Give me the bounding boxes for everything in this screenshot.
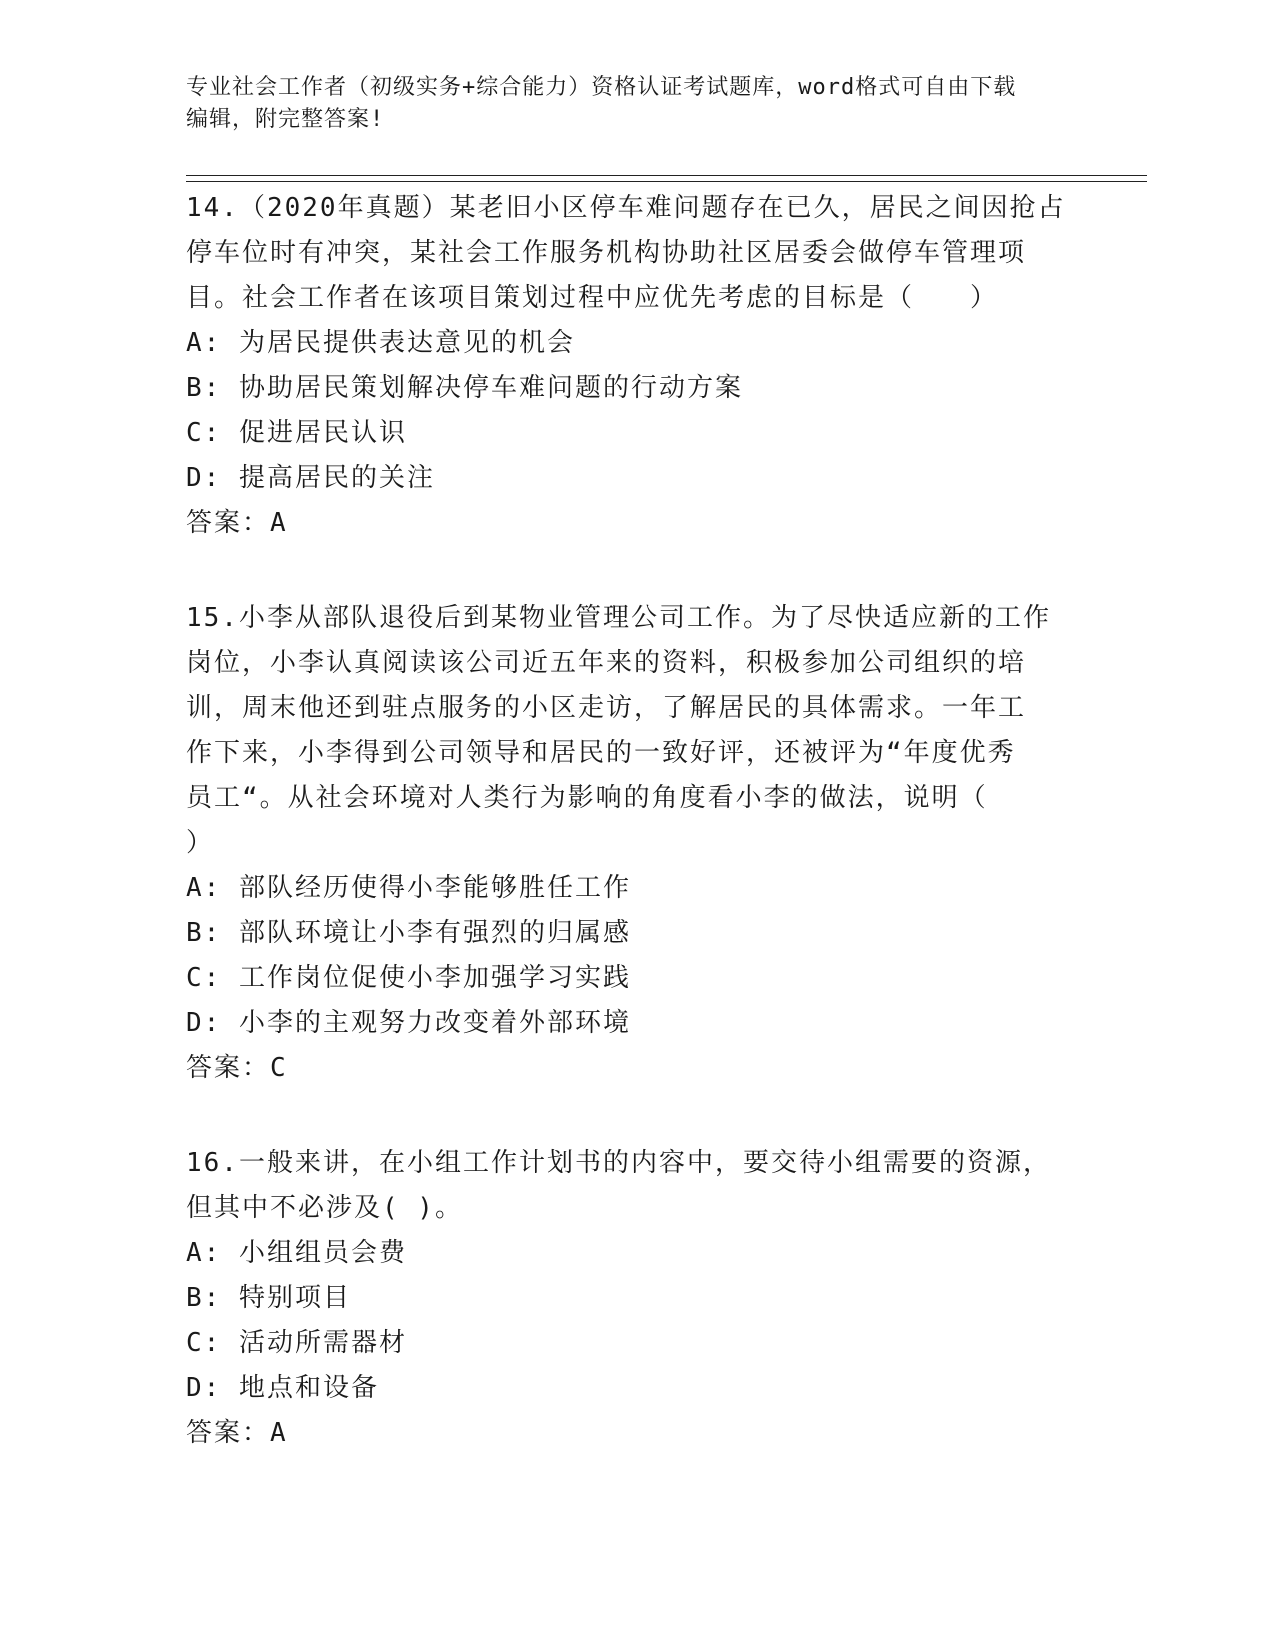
question-list	[186, 186, 1086, 1506]
option-c: C: 工作岗位促使小李加强学习实践	[186, 963, 631, 993]
option-d: D: 小李的主观努力改变着外部环境	[186, 1008, 631, 1038]
question-stem-line: 15.小李从部队退役后到某物业管理公司工作。为了尽快适应新的工作	[186, 603, 1051, 633]
header-line-1: 专业社会工作者（初级实务+综合能力）资格认证考试题库，word格式可自由下载	[186, 75, 1017, 100]
question-14	[186, 186, 1086, 546]
answer-label: 答案：	[186, 1418, 271, 1448]
header-line-2: 编辑，附完整答案!	[186, 107, 385, 132]
option-b: B: 特别项目	[186, 1283, 351, 1313]
option-a: A: 部队经历使得小李能够胜任工作	[186, 873, 631, 903]
option-b: B: 部队环境让小李有强烈的归属感	[186, 918, 631, 948]
question-15	[186, 596, 1086, 1091]
question-stem-line: 目。社会工作者在该项目策划过程中应优先考虑的目标是（ ）	[186, 283, 999, 313]
question-stem-line: 员工“。从社会环境对人类行为影响的角度看小李的做法，说明（	[186, 783, 988, 813]
answer-line	[186, 501, 1086, 546]
option-a: A: 小组组员会费	[186, 1238, 407, 1268]
option-d: D: 提高居民的关注	[186, 463, 435, 493]
header-divider-bottom	[186, 181, 1147, 182]
question-stem-line: 训，周末他还到驻点服务的小区走访，了解居民的具体需求。一年工	[186, 693, 1027, 723]
option-b: B: 协助居民策划解决停车难问题的行动方案	[186, 373, 743, 403]
answer-line	[186, 1411, 1086, 1456]
answer-line	[186, 1046, 1086, 1091]
question-stem-line: 16.一般来讲，在小组工作计划书的内容中，要交待小组需要的资源，	[186, 1148, 1051, 1178]
answer-value: A	[270, 508, 288, 538]
question-stem-line: 但其中不必涉及( )。	[186, 1193, 463, 1223]
header-divider-top	[186, 175, 1147, 176]
question-stem-line: 停车位时有冲突，某社会工作服务机构协助社区居委会做停车管理项	[186, 238, 1027, 268]
answer-label: 答案：	[186, 508, 271, 538]
answer-value: A	[270, 1418, 288, 1448]
answer-value: C	[270, 1053, 288, 1083]
option-c: C: 促进居民认识	[186, 418, 407, 448]
question-stem-line: 岗位，小李认真阅读该公司近五年来的资料，积极参加公司组织的培	[186, 648, 1027, 678]
question-stem-line: ）	[186, 828, 215, 858]
question-stem-line: 14.（2020年真题）某老旧小区停车难问题存在已久，居民之间因抢占	[186, 193, 1066, 223]
option-a: A: 为居民提供表达意见的机会	[186, 328, 575, 358]
option-d: D: 地点和设备	[186, 1373, 379, 1403]
question-16	[186, 1141, 1086, 1456]
document-header	[186, 72, 1086, 136]
answer-label: 答案：	[186, 1053, 271, 1083]
question-stem-line: 作下来，小李得到公司领导和居民的一致好评，还被评为“年度优秀	[186, 738, 1016, 768]
option-c: C: 活动所需器材	[186, 1328, 407, 1358]
